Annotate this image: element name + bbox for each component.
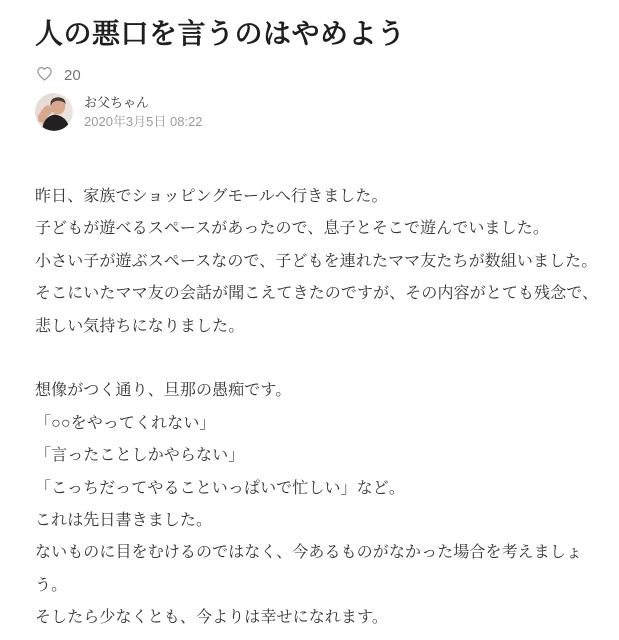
article-body [35,181,600,635]
body-line: ないものに目をむけるのではなく、今あるものがなかった場合を考えましょ [35,544,583,562]
body-line: 「こっちだってやることいっぱいで忙しい」など。 [35,479,405,497]
post-date: 2020年3月5日 08:22 [84,114,203,129]
body-line: 「言ったことしかやらない」 [35,447,245,465]
body-line: 想像がつく通り、旦那の愚痴です。 [35,382,292,400]
body-line: 子どもが遊べるスペースがあったので、息子とそこで遊んでいました。 [35,220,549,238]
like-count: 20 [64,66,81,84]
author-name[interactable]: お父ちゃん [84,95,150,110]
body-line: 小さい子が遊ぶスペースなので、子どもを連れたママ友たちが数組いました。 [35,252,598,270]
heart-outline-icon [35,64,54,86]
body-line: これは先日書きました。 [35,512,213,530]
body-line: そしたら少なくとも、今よりは幸せになれます。 [35,609,388,627]
body-line-blank [35,343,600,375]
body-line: 悲しい気持ちになりました。 [35,317,245,335]
author-row [35,93,600,131]
page-title: 人の悪口を言うのはやめよう [35,18,406,49]
body-line: そこにいたママ友の会話が聞こえてきたのですが、その内容がとても残念で、 [35,285,599,303]
author-meta [84,94,203,130]
article-container [0,17,619,635]
like-button[interactable] [35,66,54,85]
author-avatar[interactable] [35,93,73,131]
body-line: 「○○をやってくれない」 [35,414,216,432]
body-line: 昨日、家族でショッピングモールへ行きました。 [35,188,388,205]
like-row [35,65,600,85]
body-line: う。 [35,576,68,594]
